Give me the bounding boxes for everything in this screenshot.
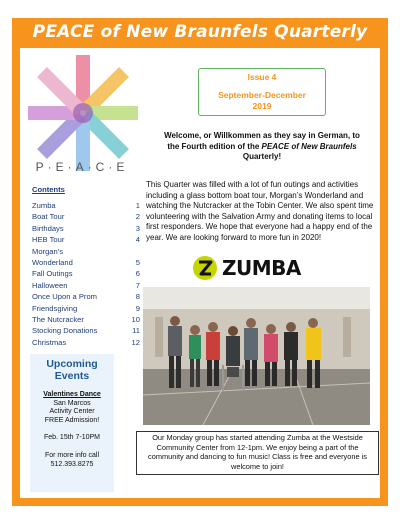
peace-wordmark: P·E·A·C·E <box>35 160 129 174</box>
contents-item <box>32 314 140 325</box>
contents-item-page: 9 <box>135 303 140 313</box>
newsletter-title: PEACE of New Braunfels Quarterly <box>32 22 368 42</box>
contents-item-page: 8 <box>135 292 140 302</box>
events-title-line-1: Upcoming <box>46 358 98 370</box>
contents-item-label: Zumba <box>32 201 56 210</box>
contents-item-page: 4 <box>135 235 140 245</box>
intro-paragraph: This Quarter was filled with a lot of fun outings and activities including a glass bottom boat tour, Morgan’s Wonderland and watching the Nutcracker at the Tobin Center. We also spent time volunteering with the Salvation Army and donating items to local first responders. We hope that everyone had a happy end of the year. We are looking forward to more fun in 2020! <box>146 180 374 242</box>
table-of-contents <box>32 185 140 348</box>
issue-year: 2019 <box>252 101 272 111</box>
issue-box <box>198 68 326 116</box>
contents-item-label: The Nutcracker <box>32 314 84 324</box>
contents-item-label: Stocking Donations <box>32 326 98 336</box>
issue-number: Issue 4 <box>247 72 277 82</box>
event-phone: 512.393.8275 <box>50 460 94 468</box>
contents-item-page: 12 <box>131 337 140 347</box>
contents-item-label: Once Upon a Prom <box>32 292 97 302</box>
contents-item <box>32 200 140 211</box>
welcome-line-2-italic: PEACE of New Braunfels <box>261 141 357 151</box>
contents-item <box>32 223 140 234</box>
welcome-line-1: Welcome, or Willkommen as they say in German, to <box>164 131 360 140</box>
contents-item-label: Fall Outings <box>32 269 73 279</box>
contents-item-label: Wonderland <box>32 257 73 267</box>
contents-item <box>32 246 140 257</box>
event-venue-1: San Marcos <box>53 399 91 407</box>
contents-item <box>32 291 140 302</box>
contents-item-page: 3 <box>135 223 140 233</box>
contents-item <box>32 303 140 314</box>
contents-item-label: Halloween <box>32 280 68 290</box>
welcome-line-2 <box>148 142 376 153</box>
contents-item-label: Christmas <box>32 337 67 347</box>
contents-heading: Contents <box>32 185 65 194</box>
contents-list <box>32 200 140 348</box>
event-info: For more info call <box>44 451 100 459</box>
contents-item-label: Morgan’s <box>32 246 64 256</box>
contents-item-page: 10 <box>131 314 140 324</box>
welcome-line-2-text: the Fourth edition of the <box>167 141 262 151</box>
contents-item-label: Boat Tour <box>32 212 65 222</box>
issue-period: September-December <box>218 90 306 100</box>
contents-item-page <box>126 246 140 257</box>
contents-item-page: 1 <box>135 201 140 210</box>
contents-item <box>32 234 140 245</box>
event-price: FREE Admission! <box>44 416 100 424</box>
contents-item-page: 5 <box>135 257 140 267</box>
event-venue-2: Activity Center <box>49 408 95 416</box>
welcome-line-3: Quarterly! <box>242 152 282 161</box>
welcome-message <box>148 131 376 163</box>
upcoming-events-box <box>30 354 114 492</box>
contents-item <box>32 211 140 222</box>
contents-item <box>32 337 140 348</box>
contents-item <box>32 257 140 268</box>
contents-item <box>32 280 140 291</box>
photo-caption: Our Monday group has started attending Zumba at the Westside Community Center from 12-1pm. We enjoy being a part of the community and dancing to fun music! Class is free and everyone is welcome to join! <box>136 431 379 475</box>
group-photo <box>143 287 370 425</box>
contents-item <box>32 268 140 279</box>
contents-item-page: 7 <box>135 280 140 290</box>
contents-item-page: 6 <box>135 269 140 279</box>
contents-item-label: HEB Tour <box>32 235 65 245</box>
contents-item-page: 11 <box>132 326 140 336</box>
zumba-logo-text: ZUMBA <box>222 256 301 280</box>
event-name: Valentines Dance <box>43 391 101 398</box>
events-title-line-2: Events <box>54 370 90 382</box>
contents-item-label: Birthdays <box>32 223 64 233</box>
contents-item-page: 2 <box>135 212 140 222</box>
contents-item-label: Friendsgiving <box>32 303 78 313</box>
peace-hands-logo <box>28 53 138 173</box>
event-date: Feb. 15th 7-10PM <box>43 434 101 442</box>
contents-item <box>32 325 140 336</box>
